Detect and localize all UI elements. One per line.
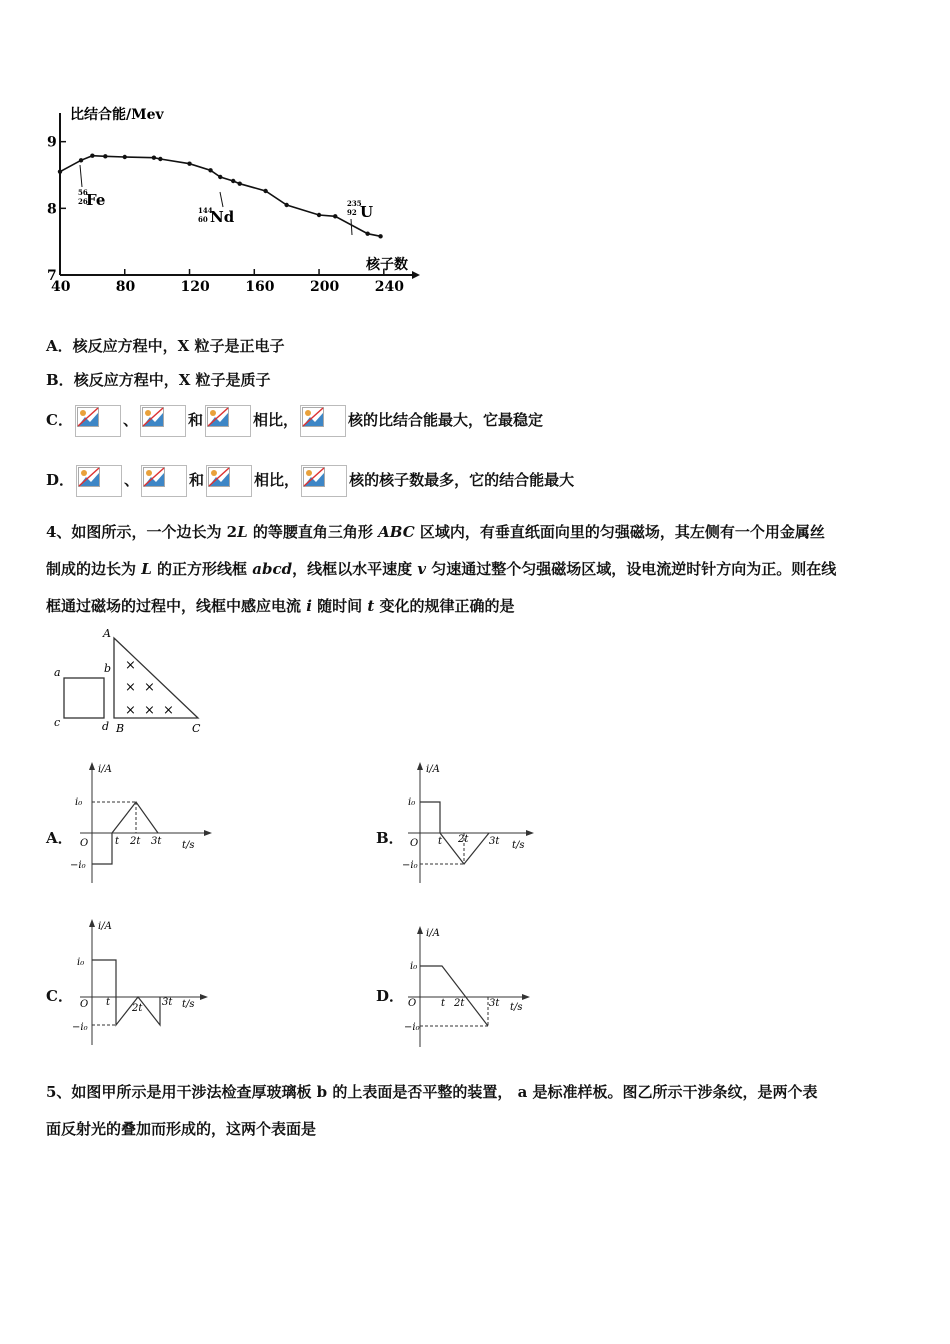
broken-image-icon	[76, 465, 122, 497]
graph-b	[396, 758, 546, 890]
y-tick-label: 9	[47, 134, 57, 151]
field-cross: ×	[125, 703, 136, 718]
q4-figure	[44, 624, 214, 739]
x-tick-label: 120	[180, 279, 210, 295]
svg-text:O: O	[80, 999, 89, 1010]
data-point	[263, 189, 267, 193]
data-point	[123, 155, 127, 159]
svg-text:−i₀: −i₀	[72, 1022, 88, 1033]
data-point	[58, 169, 62, 173]
svg-text:−i₀: −i₀	[70, 860, 86, 871]
graph-a-label[interactable]: A．	[46, 829, 73, 847]
svg-text:t: t	[115, 836, 120, 847]
current-curve	[92, 960, 160, 1025]
data-point	[79, 158, 83, 162]
label-b: b	[104, 662, 112, 675]
label-c: c	[54, 716, 61, 729]
field-cross: ×	[125, 680, 136, 695]
svg-text:t/s: t/s	[512, 840, 525, 851]
data-point	[378, 234, 382, 238]
svg-text:3t: 3t	[151, 836, 162, 847]
y-tick-label: 7	[47, 268, 57, 284]
svg-text:144: 144	[198, 206, 213, 215]
data-point	[231, 179, 235, 183]
field-cross: ×	[144, 703, 155, 718]
label-B: B	[116, 722, 125, 735]
broken-image-icon	[206, 465, 252, 497]
graph-c-label[interactable]: C．	[46, 987, 73, 1005]
data-point	[317, 213, 321, 217]
svg-text:2t: 2t	[458, 834, 469, 845]
label-a: a	[54, 666, 61, 679]
graph-b-label[interactable]: B．	[376, 829, 404, 847]
broken-image-icon	[140, 405, 186, 437]
svg-text:2t: 2t	[132, 1003, 143, 1014]
svg-text:3t: 3t	[489, 836, 500, 847]
svg-text:3t: 3t	[489, 998, 500, 1009]
svg-text:t/s: t/s	[182, 999, 195, 1010]
option-b[interactable]: B．核反应方程中，X 粒子是质子	[46, 371, 271, 389]
label-d: d	[102, 720, 110, 733]
field-cross: ×	[125, 658, 136, 673]
q4-line-2: 制成的边长为 L 的正方形线框 abcd，线框以水平速度 v 匀速通过整个匀强磁场区域，设电流逆时针方向为正。则在线	[46, 560, 837, 578]
broken-image-icon	[75, 405, 121, 437]
svg-text:56: 56	[78, 188, 88, 197]
svg-text:O: O	[80, 838, 89, 849]
svg-text:i/A: i/A	[426, 764, 440, 775]
graph-c	[68, 915, 218, 1050]
svg-text:O: O	[408, 998, 417, 1009]
q5-line-2: 面反射光的叠加而形成的，这两个表面是	[46, 1120, 317, 1138]
svg-text:t: t	[441, 998, 446, 1009]
q5-line-1: 5、如图甲所示是用干涉法检查厚玻璃板 b 的上表面是否平整的装置， a 是标准样板。图乙所示干涉条纹，是两个表	[46, 1083, 818, 1101]
svg-text:3t: 3t	[162, 997, 173, 1008]
data-point	[187, 161, 191, 165]
annotation-fe	[78, 165, 105, 209]
svg-text:t/s: t/s	[182, 840, 195, 851]
svg-text:i₀: i₀	[410, 961, 418, 972]
option-a[interactable]: A．核反应方程中，X 粒子是正电子	[46, 337, 285, 355]
data-point	[284, 203, 288, 207]
svg-text:235: 235	[347, 199, 362, 208]
x-tick-label: 240	[374, 279, 405, 295]
data-point	[152, 155, 156, 159]
broken-image-icon	[141, 465, 187, 497]
svg-text:i₀: i₀	[75, 797, 83, 808]
binding-energy-chart	[40, 95, 440, 305]
chart-x-arrow	[412, 271, 420, 279]
square-frame	[64, 678, 104, 718]
option-c[interactable]: C． 、 和 相比， 核的比结合能最大，它最稳定	[46, 400, 543, 440]
svg-text:92: 92	[347, 208, 357, 217]
field-cross: ×	[144, 680, 155, 695]
svg-text:26: 26	[78, 197, 88, 206]
label-A: A	[103, 627, 111, 640]
data-point	[90, 153, 94, 157]
x-tick-label: 200	[310, 279, 340, 295]
data-point	[158, 157, 162, 161]
option-d[interactable]: D． 、 和 相比， 核的核子数最多，它的结合能最大	[46, 460, 574, 500]
q4-line-1: 4、如图所示，一个边长为 2L 的等腰直角三角形 ABC 区域内，有垂直纸面向里的匀强磁场，其左侧有一个用金属丝	[46, 523, 825, 541]
svg-text:i/A: i/A	[98, 921, 112, 932]
svg-text:t: t	[106, 997, 111, 1008]
graph-a	[68, 758, 218, 890]
svg-text:2t: 2t	[454, 998, 465, 1009]
broken-image-icon	[301, 465, 347, 497]
graph-d-label[interactable]: D．	[376, 987, 405, 1005]
broken-image-icon	[205, 405, 251, 437]
field-cross: ×	[163, 703, 174, 718]
data-point	[218, 175, 222, 179]
data-point	[238, 181, 242, 185]
chart-title: 比结合能/Mev	[70, 107, 164, 123]
svg-text:Nd: Nd	[210, 208, 235, 226]
svg-text:60: 60	[198, 215, 208, 224]
data-point	[333, 214, 337, 218]
svg-text:i/A: i/A	[98, 764, 112, 775]
x-tick-label: 160	[245, 279, 275, 295]
data-point	[365, 231, 369, 235]
current-curve	[420, 966, 488, 1026]
svg-text:O: O	[410, 838, 419, 849]
svg-text:−i₀: −i₀	[402, 860, 418, 871]
data-point	[208, 168, 212, 172]
data-point	[103, 154, 107, 158]
svg-text:i₀: i₀	[408, 797, 416, 808]
broken-image-icon	[300, 405, 346, 437]
svg-text:2t: 2t	[130, 836, 141, 847]
svg-text:U: U	[360, 203, 374, 221]
svg-text:t/s: t/s	[510, 1002, 523, 1013]
x-tick-label: 80	[115, 279, 136, 295]
svg-text:i₀: i₀	[77, 957, 85, 968]
svg-text:Fe: Fe	[86, 191, 106, 209]
svg-text:i/A: i/A	[426, 928, 440, 939]
x-tick-label: 40	[51, 279, 71, 295]
y-tick-label: 8	[47, 201, 57, 218]
graph-d	[396, 922, 546, 1052]
svg-text:t: t	[438, 836, 443, 847]
svg-text:−i₀: −i₀	[404, 1022, 420, 1033]
q4-line-3: 框通过磁场的过程中，线框中感应电流 i 随时间 t 变化的规律正确的是	[46, 597, 515, 615]
annotation-nd	[198, 192, 235, 226]
label-C: C	[192, 722, 201, 735]
chart-xlabel: 核子数	[366, 257, 408, 273]
